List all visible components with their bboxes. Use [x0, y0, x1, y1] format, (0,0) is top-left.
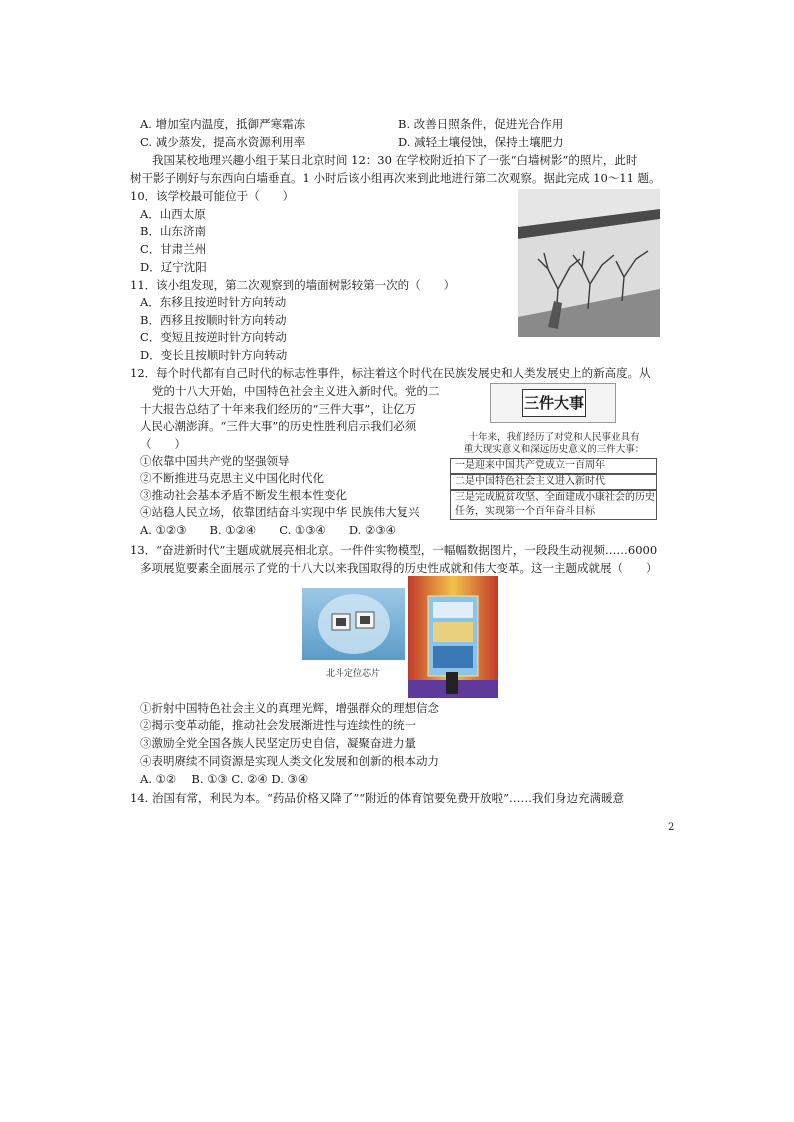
q12-option-4: ④站稳人民立场，依靠团结奋斗实现中华 民族伟大复兴 [140, 505, 420, 519]
q13-option-4: ④表明赓续不同资源是实现人类文化发展和创新的根本动力 [140, 754, 439, 768]
beidou-chip-caption: 北斗定位芯片 [326, 669, 381, 679]
q11-option-d: D．变长且按顺时针方向转动 [140, 348, 288, 362]
q12-line3: 十大报告总结了十年来我们经历的“三件大事”，让亿万 [140, 402, 417, 416]
q13-option-3: ③激励全党全国各族人民坚定历史自信，凝聚奋进力量 [140, 736, 416, 750]
q10-option-a: A．山西太原 [140, 207, 206, 221]
q11-option-a: A．东移且按逆时针方向转动 [140, 295, 287, 309]
stem-10-11-line2: 树干影子刚好与东西向白墙垂直。1 小时后该小组再次来到此地进行第二次观察。据此完成 10～11 题。 [130, 171, 661, 185]
sjdx-intro-line2: 重大现实意义和深远历史意义的三件大事： [463, 444, 645, 455]
q12-choices: A. ①②③ B. ①②④ C. ①③④ D. ②③④ [140, 523, 396, 537]
q10-option-d: D．辽宁沈阳 [140, 260, 207, 274]
sjdx-item-1: 一是迎来中国共产党成立一百周年 [450, 458, 657, 474]
q12-option-2: ②不断推进马克思主义中国化时代化 [140, 471, 324, 485]
sjdx-item-3-line2: 任务，实现第一个百年奋斗目标 [455, 506, 595, 517]
q9-option-c: C. 减少蒸发，提高水资源利用率 [140, 135, 306, 149]
sjdx-item-3-line1: 三是完成脱贫攻坚、全面建成小康社会的历史 [455, 492, 655, 503]
q13-option-1: ①折射中国特色社会主义的真理光辉，增强群众的理想信念 [140, 701, 439, 715]
q13-line2: 多项展览要素全面展示了党的十八大以来我国取得的历史性成就和伟大变革。这一主题成就展（ ） [140, 561, 658, 575]
q12-line4: 人民心潮澎湃。“三件大事”的历史性胜利启示我们必须 [140, 419, 417, 433]
white-wall-tree-shadow-photo [518, 189, 660, 337]
page-number: 2 [668, 822, 675, 833]
q13-line1: 13．“奋进新时代”主题成就展亮相北京。一件件实物模型，一幅幅数据图片，一段段生动视频……6000 [130, 543, 658, 557]
q12-option-1: ①依靠中国共产党的坚强领导 [140, 454, 290, 468]
q12-line2: 党的十八大开始，中国特色社会主义进入新时代。党的二 [152, 384, 440, 398]
q9-option-a: A. 增加室内温度，抵御严寒霜冻 [140, 117, 306, 131]
q9-option-b: B. 改善日照条件，促进光合作用 [398, 117, 564, 131]
q9-option-d: D. 减轻土壤侵蚀，保持土壤肥力 [398, 135, 564, 149]
q12-line1: 12．每个时代都有自己时代的标志性事件，标注着这个时代在民族发展史和人类发展史上的新高度。从 [130, 366, 651, 380]
q11-option-c: C．变短且按逆时针方向转动 [140, 330, 287, 344]
q10-option-b: B．山东济南 [140, 224, 206, 238]
q12-line5: （ ） [140, 437, 186, 451]
q13-choices: A. ①② B. ①③ C. ②④ D. ③④ [140, 772, 309, 786]
q10-option-c: C．甘肃兰州 [140, 242, 207, 256]
sjdx-title: 三件大事 [522, 389, 586, 417]
q13-option-2: ②揭示变革动能，推动社会发展渐进性与连续性的统一 [140, 718, 416, 732]
sjdx-item-3 [450, 490, 657, 520]
exhibition-hall-photo [408, 576, 498, 698]
q14-line1: 14. 治国有常，利民为本。“药品价格又降了”“附近的体育馆要免费开放啦”……我们身边充满暖意 [130, 791, 624, 805]
q11-option-b: B．西移且按顺时针方向转动 [140, 313, 287, 327]
q12-option-3: ③推动社会基本矛盾不断发生根本性变化 [140, 488, 347, 502]
q10-stem: 10．该学校最可能位于（ ） [130, 189, 295, 203]
sjdx-item-2: 二是中国特色社会主义进入新时代 [450, 474, 657, 490]
stem-10-11-line1: 我国某校地理兴趣小组于某日北京时间 12：30 在学校附近拍下了一张“白墙树影”的照片，此时 [152, 153, 638, 167]
sjdx-intro-line1: 十年来，我们经历了对党和人民事业具有 [468, 432, 640, 443]
q11-stem: 11．该小组发现，第二次观察到的墙面树影较第一次的（ ） [130, 278, 456, 292]
